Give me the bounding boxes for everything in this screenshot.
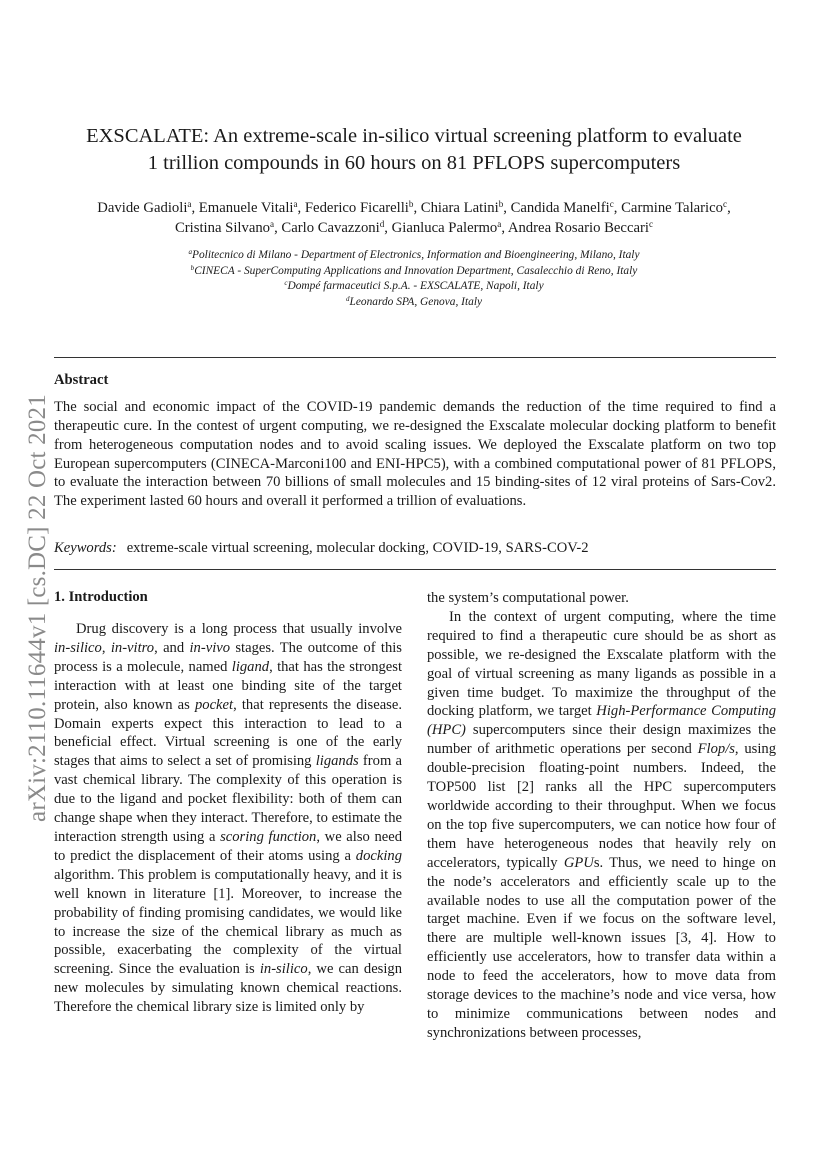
body-text: , and bbox=[154, 639, 190, 656]
author: Andrea Rosario Beccari bbox=[507, 220, 649, 236]
emphasis-term: in-vivo bbox=[189, 639, 231, 656]
affiliation-mark: c bbox=[284, 279, 288, 288]
affiliation-mark: d bbox=[345, 294, 350, 303]
author-line-2: Cristina Silvano$^a$, Carlo Cavazzoni$^d$, Gianluca Palermo$^a$, Andrea Rosario Beccari$^c$ bbox=[174, 219, 654, 236]
intro-paragraph-2 bbox=[427, 608, 776, 1043]
author: Emanuele Vitali bbox=[198, 200, 294, 216]
author: Candida Manelfi bbox=[510, 200, 610, 216]
author: Gianluca Palermo bbox=[391, 220, 498, 236]
author-affiliation-mark: d bbox=[379, 219, 385, 229]
emphasis-term: ligands bbox=[315, 753, 359, 770]
body-text: , using double-precision floating-point numbers. Indeed, the TOP500 list bbox=[427, 741, 776, 796]
body-text: supercomputers since their design maximizes the number of arithmetic operations per second bbox=[427, 722, 776, 758]
body-text: from a vast chemical library. The complexity of this operation is due to the ligand and pocket flexibility: both of them can change shape when they interact. Therefore, to estimate the interaction strength using a bbox=[54, 753, 402, 845]
emphasis-term: pocket bbox=[194, 696, 234, 713]
title-line-1: EXSCALATE: An extreme-scale in-silico virtual screening platform to evaluate bbox=[86, 125, 742, 147]
left-column bbox=[54, 620, 402, 1017]
body-text: In the context of urgent computing, where the time required to find a therapeutic cure should be as short as possible, we re-designed the Exscalate platform with the goal of virtual screening as many ligands as possible in a given time budget. To maximize the throughput of the docking platform, we target bbox=[427, 608, 776, 720]
author-affiliation-mark: b bbox=[498, 199, 504, 209]
author-line-1: Davide Gadioli$^a$, Emanuele Vitali$^a$, Federico Ficarelli$^b$, Chiara Latini$^b$, Candida Manelfi$^c$, Carmine Talarico$^c$, bbox=[97, 199, 731, 216]
section-heading-introduction: 1. Introduction bbox=[54, 589, 148, 605]
emphasis-term: in-vitro bbox=[110, 639, 155, 656]
affiliation bbox=[54, 248, 774, 264]
emphasis-term: in-silico bbox=[259, 961, 308, 978]
emphasis-term: ligand bbox=[231, 658, 270, 675]
emphasis-term: High-Performance Computing (HPC) bbox=[427, 703, 776, 739]
body-text: ranks all the HPC supercomputers worldwide according to their throughput. When we focus on the top five supercomputers, we can notice how four of them have heterogeneous nodes that heavily rely on accelerators, typically bbox=[427, 779, 777, 871]
affiliation-text: CINECA - SuperComputing Applications and Innovation Department, Casalecchio di Reno, Italy bbox=[194, 264, 638, 277]
paper-title bbox=[54, 123, 774, 177]
affiliation-mark: a bbox=[188, 248, 192, 257]
author-affiliation-mark: c bbox=[723, 199, 728, 209]
citation-link[interactable]: [3, 4] bbox=[675, 930, 714, 947]
author: Carlo Cavazzoni bbox=[281, 220, 380, 236]
affiliation-text: Politecnico di Milano - Department of Electronics, Information and Bioengineering, Milano, Italy bbox=[192, 249, 640, 261]
author: Davide Gadioli bbox=[97, 200, 188, 216]
emphasis-term: GPU bbox=[563, 854, 594, 871]
abstract-text: The social and economic impact of the COVID-19 pandemic demands the reduction of the time required to find a therapeutic cure. In the contest of urgent computing, we re-designed the Exscalate molecular docking platform to benefit from heterogeneous computation nodes and to avoid scaling issues. We deployed the Exscalate platform on two top European supercomputers (CINECA-Marconi100 and ENI-HPC5), with a combined computational power of 81 PFLOPS, to evaluate the interaction between 70 billions of small molecules and 15 binding-sites of 12 viral proteins of Sars-Cov2. The experiment lasted 60 hours and overall it performed a trillion of evaluations. bbox=[54, 399, 776, 510]
body-text: . Moreover, to increase the probability of finding promising candidates, we would like to increase the size of the chemical library as much as possible, exacerbating the complexity of the virtual screening. Since the evaluation is bbox=[54, 885, 403, 978]
body-text: , bbox=[101, 639, 111, 656]
body-text: s. Thus, we need to hinge on the node’s accelerators and efficiently scale up to the available nodes to use all the computation power of the target machine. Even if we focus on the software level, there are multiple well-known issues bbox=[427, 854, 776, 947]
author-affiliation-mark: c bbox=[609, 199, 614, 209]
affiliation-mark: b bbox=[190, 263, 195, 272]
author: Carmine Talarico bbox=[621, 200, 724, 216]
bottom-divider bbox=[54, 569, 776, 570]
emphasis-term: docking bbox=[355, 847, 402, 864]
author-affiliation-mark: b bbox=[408, 199, 414, 209]
body-text: , that represents the disease. Domain experts expect this interaction to lead to a beneficial effect. Virtual screening is one of the early stages that aims to select a set of promising bbox=[54, 696, 402, 770]
keywords-text: extreme-scale virtual screening, molecular docking, COVID-19, SARS-COV-2 bbox=[126, 540, 589, 556]
author: Cristina Silvano bbox=[174, 220, 271, 236]
emphasis-term: scoring function bbox=[220, 828, 317, 845]
title-line-2: 1 trillion compounds in 60 hours on 81 PFLOPS supercomputers bbox=[147, 152, 681, 174]
author-affiliation-mark: a bbox=[270, 219, 275, 229]
top-divider bbox=[54, 357, 776, 358]
body-text: stages. The outcome of this process is a molecule, named bbox=[54, 639, 402, 675]
body-text: , we can design new molecules by simulating known chemical reactions. Therefore the chemical library size is limited only by bbox=[54, 961, 403, 1016]
affiliation bbox=[54, 279, 774, 295]
arxiv-id: arXiv:2110.11644v1 [cs.DC] 22 Oct 2021 bbox=[24, 393, 52, 822]
body-text: Drug discovery is a long process that usually involve bbox=[76, 621, 402, 637]
author-affiliation-mark: c bbox=[648, 219, 654, 229]
body-text: algorithm. This problem is computationally heavy, and it is well known in literature bbox=[54, 866, 402, 902]
author-affiliation-mark: a bbox=[293, 199, 298, 209]
affiliation-list bbox=[54, 248, 774, 310]
emphasis-term: in-silico bbox=[54, 639, 102, 656]
author-affiliation-mark: a bbox=[187, 199, 192, 209]
intro-paragraph-1 bbox=[54, 620, 402, 1017]
right-column bbox=[427, 589, 776, 1043]
author-affiliation-mark: a bbox=[497, 219, 502, 229]
emphasis-term: Flop/s bbox=[697, 741, 735, 758]
body-text: , that has the strongest interaction with at least one binding site of the target protein, also known as bbox=[54, 658, 402, 713]
body-text: , we also need to predict the displacement of their atoms using a bbox=[54, 828, 403, 864]
abstract-heading: Abstract bbox=[54, 372, 109, 388]
affiliation-text: Dompé farmaceutici S.p.A. - EXSCALATE, Napoli, Italy bbox=[287, 280, 544, 292]
citation-link[interactable]: [2] bbox=[516, 779, 534, 796]
keywords-label: Keywords: bbox=[54, 540, 117, 556]
author-list bbox=[48, 198, 780, 238]
intro-paragraph-1-continued: the system’s computational power. bbox=[427, 590, 629, 606]
affiliation bbox=[54, 264, 774, 280]
affiliation-text: Leonardo SPA, Genova, Italy bbox=[349, 295, 483, 308]
author: Chiara Latini bbox=[420, 200, 499, 216]
body-text: . How to efficiently use accelerators, how to transfer data within a node to feed the accelerators, how to move data from storage devices to the machine’s node and vice versa, how to minimize communications between nodes and synchronizations between processes, bbox=[427, 930, 776, 1041]
affiliation bbox=[54, 295, 774, 311]
citation-link[interactable]: [1] bbox=[213, 885, 231, 902]
keywords bbox=[54, 540, 776, 557]
author: Federico Ficarelli bbox=[304, 200, 409, 216]
